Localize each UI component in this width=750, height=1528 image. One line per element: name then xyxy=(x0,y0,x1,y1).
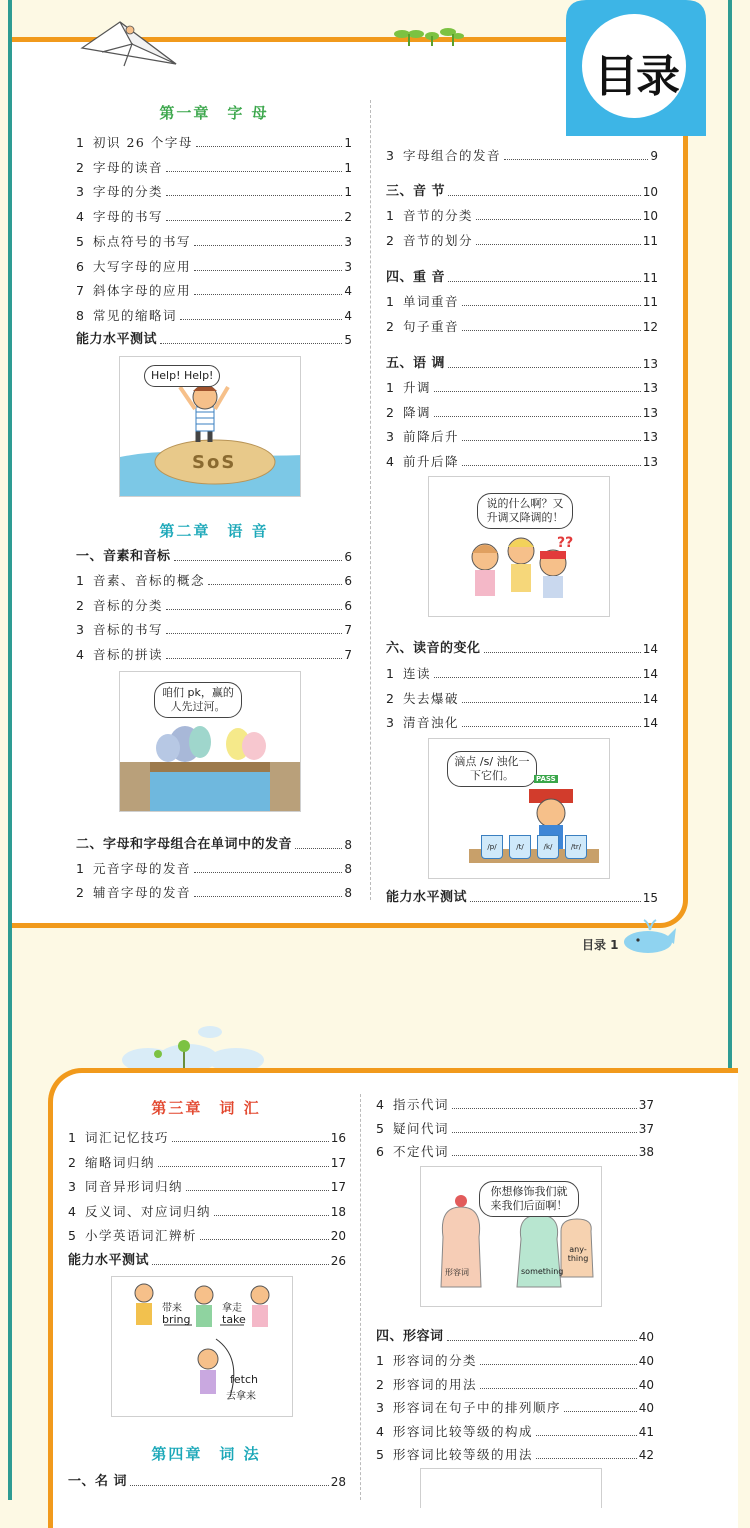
dot-leader xyxy=(186,1190,329,1191)
toc-entry-title: 词汇记忆技巧 xyxy=(85,1130,170,1145)
dot-leader xyxy=(448,281,641,282)
toc-entry-title: 形容词的分类 xyxy=(393,1353,478,1368)
dot-leader xyxy=(160,343,342,344)
toc-entry[interactable] xyxy=(76,857,352,877)
toc-entry-title: 同音异形词归纳 xyxy=(85,1179,184,1194)
toc-entry-title: 辅音字母的发音 xyxy=(93,885,192,901)
speech-bubble: 咱们 pk，赢的人先过河。 xyxy=(154,682,242,718)
illustration-bring-take xyxy=(111,1276,293,1417)
illustration-intonation xyxy=(428,476,610,617)
toc-entry[interactable] xyxy=(386,376,658,396)
toc-entry-title: 五、语 调 xyxy=(386,356,446,371)
fetch-label: fetch xyxy=(230,1373,258,1386)
toc-entry-page: 28 xyxy=(330,1475,346,1489)
toc-entry-title: 四、重 音 xyxy=(386,270,446,285)
toc-entry-title: 能力水平测试 xyxy=(386,890,468,905)
toc-entry[interactable] xyxy=(76,230,352,250)
toc-entry-number: 6 xyxy=(376,1144,384,1159)
toc-entry-number: 2 xyxy=(386,318,394,334)
dot-leader xyxy=(452,1108,637,1109)
toc-entry-section[interactable] xyxy=(376,1325,654,1345)
dot-leader xyxy=(434,677,641,678)
dot-leader xyxy=(130,1485,329,1486)
dot-leader xyxy=(152,1264,329,1265)
sound-cup: /tr/ xyxy=(565,835,587,859)
dot-leader xyxy=(166,658,342,659)
toc-entry-page: 20 xyxy=(330,1229,346,1243)
chapter-heading: 第四章 词 法 xyxy=(151,1445,261,1463)
dot-leader xyxy=(166,171,342,172)
toc-entry[interactable] xyxy=(376,1349,654,1369)
column-divider xyxy=(370,100,371,900)
dot-leader xyxy=(214,1215,329,1216)
page-title: 目录 xyxy=(594,51,678,102)
toc-entry-page: 13 xyxy=(642,381,658,395)
toc-entry-page: 16 xyxy=(330,1131,346,1145)
toc-entry-test[interactable] xyxy=(386,886,658,906)
dot-leader xyxy=(452,1155,637,1156)
dot-leader xyxy=(536,1435,637,1436)
toc-entry-title: 初识 26 个字母 xyxy=(93,135,193,150)
toc-entry-title: 大写字母的应用 xyxy=(93,258,192,274)
toc-entry-number: 1 xyxy=(76,135,84,150)
toc-entry-number: 2 xyxy=(76,885,84,901)
toc-entry-page: 4 xyxy=(344,284,352,299)
toc-entry-page: 17 xyxy=(330,1155,346,1170)
toc-entry[interactable] xyxy=(376,1443,654,1463)
illustration-partial xyxy=(420,1468,602,1508)
toc-entry[interactable] xyxy=(76,255,352,275)
toc-entry-number: 1 xyxy=(386,380,394,395)
dot-leader xyxy=(434,391,641,392)
dot-leader xyxy=(480,1388,637,1389)
toc-entry[interactable] xyxy=(68,1151,346,1171)
toc-entry[interactable] xyxy=(376,1093,654,1113)
toc-entry-number: 1 xyxy=(386,666,394,681)
toc-entry[interactable] xyxy=(76,279,352,299)
speech-bubble: 你想修饰我们就来我们后面啊！ xyxy=(479,1181,579,1217)
toc-entry-number: 4 xyxy=(76,209,84,225)
toc-entry-page: 10 xyxy=(642,185,658,199)
dot-leader xyxy=(172,1141,329,1142)
toc-entry[interactable] xyxy=(68,1126,346,1146)
toc-entry-title: 字母的读音 xyxy=(93,159,164,175)
dot-leader xyxy=(166,609,342,610)
toc-entry-number: 2 xyxy=(386,690,394,706)
toc-entry-page: 18 xyxy=(330,1204,346,1219)
toc-entry-number: 3 xyxy=(386,715,394,730)
sprout-icon xyxy=(392,24,464,48)
dot-leader xyxy=(194,245,342,246)
toc-entry-number: 5 xyxy=(76,233,84,249)
illustration-river xyxy=(119,671,301,812)
toc-entry-page: 8 xyxy=(344,838,352,852)
toc-entry-title: 降调 xyxy=(403,404,432,420)
toc-entry-section[interactable] xyxy=(76,545,352,565)
toc-entry-title: 形容词在句子中的排列顺序 xyxy=(393,1400,562,1415)
dot-leader xyxy=(200,1239,329,1240)
toc-entry-title: 三、音 节 xyxy=(386,184,446,199)
toc-entry-page: 8 xyxy=(344,886,352,901)
toc-entry-title: 音标的分类 xyxy=(93,597,164,613)
toc-entry-page: 6 xyxy=(344,598,352,613)
toc-entry[interactable] xyxy=(386,315,658,335)
toc-entry-page: 11 xyxy=(642,233,658,248)
toc-entry-page: 1 xyxy=(344,160,352,175)
toc-entry-title: 字母组合的发音 xyxy=(403,148,502,163)
toc-entry-number: 2 xyxy=(76,597,84,613)
toc-entry-title: 字母的书写 xyxy=(93,209,164,225)
dot-leader xyxy=(462,440,641,441)
toc-entry-page: 13 xyxy=(642,454,658,469)
toc-entry-page: 40 xyxy=(638,1330,654,1344)
toc-entry-title: 斜体字母的应用 xyxy=(93,283,192,299)
toc-entry-number: 3 xyxy=(68,1179,76,1194)
toc-entry[interactable] xyxy=(386,687,658,707)
toc-entry-section[interactable] xyxy=(386,637,658,657)
chapter-heading: 第一章 字 母 xyxy=(159,104,269,122)
bring-take-scene xyxy=(112,1277,293,1417)
toc-entry-number: 7 xyxy=(76,283,84,299)
toc-entry-page: 12 xyxy=(642,319,658,334)
dot-leader xyxy=(476,244,641,245)
toc-entry-title: 句子重音 xyxy=(403,318,460,334)
toc-entry-test[interactable] xyxy=(68,1249,346,1269)
dot-leader xyxy=(536,1458,637,1459)
toc-entry-page: 5 xyxy=(344,333,352,347)
toc-entry-title: 四、形容词 xyxy=(376,1329,444,1344)
toc-entry-section[interactable] xyxy=(386,180,658,200)
toc-entry-page: 14 xyxy=(642,642,658,656)
take-label: take xyxy=(222,1313,246,1326)
toc-entry-section[interactable] xyxy=(76,833,352,853)
toc-entry-page: 41 xyxy=(638,1424,654,1439)
toc-entry-title: 缩略词归纳 xyxy=(85,1154,156,1170)
toc-entry[interactable] xyxy=(76,643,352,663)
toc-entry-page: 11 xyxy=(642,271,658,285)
toc-entry-page: 26 xyxy=(330,1254,346,1268)
toc-entry-page: 13 xyxy=(642,430,658,444)
toc-entry[interactable] xyxy=(386,711,658,731)
toc-entry-page: 37 xyxy=(638,1098,654,1112)
dot-leader xyxy=(484,652,641,653)
toc-entry[interactable] xyxy=(386,662,658,682)
toc-entry-title: 字母的分类 xyxy=(93,184,164,200)
toc-entry-section[interactable] xyxy=(386,266,658,286)
toc-entry-number: 4 xyxy=(376,1423,384,1439)
toc-entry-number: 2 xyxy=(376,1376,384,1392)
toc-entry-number: 3 xyxy=(386,148,394,163)
toc-entry[interactable] xyxy=(68,1175,346,1195)
toc-entry-page: 13 xyxy=(642,357,658,371)
dot-leader xyxy=(447,1340,637,1341)
toc-entry-title: 形容词比较等级的用法 xyxy=(393,1447,534,1462)
toc-entry-title: 二、字母和字母组合在单词中的发音 xyxy=(76,837,293,852)
toc-entry-title: 元音字母的发音 xyxy=(93,861,192,876)
toc-entry-title: 形容词的用法 xyxy=(393,1376,478,1392)
toc-entry-number: 2 xyxy=(386,232,394,248)
toc-entry-number: 1 xyxy=(68,1130,76,1145)
toc-entry-title: 前升后降 xyxy=(403,453,460,469)
toc-entry-page: 14 xyxy=(642,716,658,730)
dot-leader xyxy=(166,633,342,634)
toc-entry-page: 38 xyxy=(638,1145,654,1159)
toc-entry-number: 4 xyxy=(376,1097,384,1112)
dot-leader xyxy=(180,319,342,320)
dot-leader xyxy=(452,1132,637,1133)
toc-entry[interactable] xyxy=(76,569,352,589)
toc-entry[interactable] xyxy=(68,1200,346,1220)
toc-entry-title: 形容词比较等级的构成 xyxy=(393,1423,534,1439)
speech-bubble: 滴点 /s/ 浊化一下它们。 xyxy=(447,751,537,787)
toc-entry-title: 一、音素和音标 xyxy=(76,549,171,564)
toc-entry-number: 4 xyxy=(68,1203,76,1219)
toc-entry-title: 一、名 词 xyxy=(68,1474,128,1489)
toc-entry-number: 5 xyxy=(68,1228,76,1243)
toc-entry[interactable] xyxy=(386,144,658,164)
illustration-adjectives xyxy=(420,1166,602,1307)
toc-entry-title: 音标的拼读 xyxy=(93,647,164,663)
toc-entry-page: 40 xyxy=(638,1377,654,1392)
toc-entry-title: 清音浊化 xyxy=(403,715,460,730)
toc-entry-number: 2 xyxy=(76,159,84,175)
toc-entry-title: 标点符号的书写 xyxy=(93,233,192,249)
illustration-island xyxy=(119,356,301,497)
fetch-cn-label: 去拿来 xyxy=(226,1391,256,1402)
dot-leader xyxy=(462,702,641,703)
whale-icon xyxy=(622,918,678,954)
toc-entry-page: 1 xyxy=(344,185,352,200)
toc-entry[interactable] xyxy=(386,204,658,224)
dot-leader xyxy=(448,195,641,196)
toc-entry[interactable] xyxy=(386,401,658,421)
column-divider xyxy=(360,1094,361,1500)
toc-entry-page: 6 xyxy=(344,574,352,588)
dot-leader xyxy=(480,1364,637,1365)
toc-entry[interactable] xyxy=(386,290,658,310)
toc-entry-title: 疑问代词 xyxy=(393,1120,450,1136)
toc-entry-title: 升调 xyxy=(403,380,432,395)
take-cn-label: 拿走 xyxy=(222,1303,242,1314)
toc-entry-title: 能力水平测试 xyxy=(68,1253,150,1268)
toc-entry-number: 1 xyxy=(386,208,394,223)
speech-bubble: Help! Help! xyxy=(144,365,220,387)
dot-leader xyxy=(462,330,641,331)
toc-entry[interactable] xyxy=(76,304,352,324)
dot-leader xyxy=(434,416,641,417)
toc-entry-number: 5 xyxy=(376,1447,384,1462)
toc-entry-title: 能力水平测试 xyxy=(76,332,158,347)
toc-entry-page: 4 xyxy=(344,308,352,323)
toc-entry-title: 音标的书写 xyxy=(93,622,164,638)
toc-entry[interactable] xyxy=(386,425,658,445)
chapter-heading: 第二章 语 音 xyxy=(159,522,269,540)
toc-entry-page: 11 xyxy=(642,295,658,309)
dot-leader xyxy=(194,294,342,295)
toc-entry-title: 音节的分类 xyxy=(403,208,474,223)
toc-entry-test[interactable] xyxy=(76,328,352,348)
toc-entry-page: 6 xyxy=(344,550,352,564)
dot-leader xyxy=(504,159,648,160)
dot-leader xyxy=(196,146,343,147)
bring-cn-label: 带来 xyxy=(162,1303,182,1314)
toc-entry[interactable] xyxy=(76,156,352,176)
toc-entry-page: 3 xyxy=(344,259,352,274)
toc-entry[interactable] xyxy=(76,594,352,614)
toc-entry-number: 3 xyxy=(376,1400,384,1415)
toc-entry-number: 2 xyxy=(386,404,394,420)
toc-entry[interactable] xyxy=(376,1396,654,1416)
toc-entry-page: 3 xyxy=(344,234,352,249)
toc-entry-page: 15 xyxy=(642,891,658,905)
toc-entry-number: 1 xyxy=(376,1353,384,1368)
toc-entry-number: 2 xyxy=(68,1154,76,1170)
toc-entry-title: 单词重音 xyxy=(403,294,460,309)
adjective-label: 形容词 xyxy=(445,1268,469,1277)
svg-text:??: ?? xyxy=(557,535,574,551)
toc-entry[interactable] xyxy=(76,205,352,225)
toc-entry-page: 42 xyxy=(638,1448,654,1462)
dot-leader xyxy=(194,896,342,897)
toc-entry-title: 音素、音标的概念 xyxy=(93,573,206,588)
toc-entry-number: 5 xyxy=(376,1120,384,1136)
toc-entry[interactable] xyxy=(76,131,352,151)
toc-entry-section[interactable] xyxy=(68,1470,346,1490)
sound-cup: /t/ xyxy=(509,835,531,859)
toc-entry-title: 音节的划分 xyxy=(403,232,474,248)
toc-entry-number: 1 xyxy=(386,294,394,309)
toc-entry[interactable] xyxy=(76,180,352,200)
dot-leader xyxy=(462,726,641,727)
toc-entry-number: 8 xyxy=(76,307,84,323)
dot-leader xyxy=(564,1411,637,1412)
page-footer: 目录 1 xyxy=(582,938,619,952)
dot-leader xyxy=(462,465,641,466)
toc-entry-title: 六、读音的变化 xyxy=(386,641,481,656)
toc-entry-page: 14 xyxy=(642,691,658,706)
dot-leader xyxy=(470,901,641,902)
toc-entry[interactable] xyxy=(76,618,352,638)
toc-entry-title: 小学英语词汇辨析 xyxy=(85,1228,198,1243)
toc-entry-page: 10 xyxy=(642,209,658,223)
toc-entry-page: 8 xyxy=(344,862,352,876)
toc-entry-page: 1 xyxy=(344,136,352,150)
toc-entry[interactable] xyxy=(376,1140,654,1160)
something-label: something xyxy=(521,1267,564,1276)
dot-leader xyxy=(295,848,342,849)
dot-leader xyxy=(476,219,641,220)
sound-cup: /p/ xyxy=(481,835,503,859)
toc-entry[interactable] xyxy=(376,1117,654,1137)
bring-label: bring xyxy=(162,1313,191,1326)
toc-title-badge xyxy=(566,0,706,136)
clouds-icon xyxy=(118,1022,268,1072)
toc-entry[interactable] xyxy=(376,1373,654,1393)
toc-entry[interactable] xyxy=(68,1224,346,1244)
toc-entry-page: 14 xyxy=(642,667,658,681)
toc-entry-number: 6 xyxy=(76,258,84,274)
toc-entry-title: 不定代词 xyxy=(393,1144,450,1159)
speech-bubble: 说的什么啊？又升调又降调的！ xyxy=(477,493,573,529)
toc-entry-title: 常见的缩略词 xyxy=(93,307,178,323)
dot-leader xyxy=(194,872,342,873)
toc-entry-page: 40 xyxy=(638,1354,654,1368)
illustration-voicing xyxy=(428,738,610,879)
dot-leader xyxy=(208,584,342,585)
chapter-heading: 第三章 词 汇 xyxy=(151,1099,261,1117)
toc-entry-page: 7 xyxy=(344,623,352,638)
toc-entry-section[interactable] xyxy=(386,352,658,372)
toc-entry[interactable] xyxy=(386,450,658,470)
sound-cup: /k/ xyxy=(537,835,559,859)
toc-entry-number: 1 xyxy=(76,573,84,588)
hat-label: PASS xyxy=(536,775,556,783)
toc-entry-number: 1 xyxy=(76,861,84,876)
toc-entry-title: 失去爆破 xyxy=(403,690,460,706)
toc-entry-title: 指示代词 xyxy=(393,1097,450,1112)
toc-entry-page: 40 xyxy=(638,1401,654,1415)
toc-entry-title: 反义词、对应词归纳 xyxy=(85,1203,212,1219)
toc-entry-page: 37 xyxy=(638,1121,654,1136)
dot-leader xyxy=(166,220,342,221)
anything-label: any-thing xyxy=(567,1245,589,1263)
paper-plane-icon xyxy=(80,18,180,70)
toc-entry[interactable] xyxy=(386,229,658,249)
toc-entry-number: 3 xyxy=(386,429,394,444)
sand-text: SoS xyxy=(192,452,237,473)
toc-entry-page: 17 xyxy=(330,1180,346,1194)
dot-leader xyxy=(194,270,342,271)
dot-leader xyxy=(448,367,641,368)
toc-entry-number: 4 xyxy=(76,647,84,663)
dot-leader xyxy=(166,195,342,196)
toc-entry[interactable] xyxy=(376,1420,654,1440)
toc-entry-title: 前降后升 xyxy=(403,429,460,444)
toc-entry-title: 连读 xyxy=(403,666,432,681)
toc-entry-page: 13 xyxy=(642,405,658,420)
toc-entry-number: 3 xyxy=(76,622,84,638)
toc-entry-number: 3 xyxy=(76,184,84,200)
toc-entry-number: 4 xyxy=(386,453,394,469)
toc-entry[interactable] xyxy=(76,881,352,901)
toc-entry-page: 2 xyxy=(344,210,352,225)
dot-leader xyxy=(174,560,343,561)
toc-entry-page: 7 xyxy=(344,648,352,663)
dot-leader xyxy=(158,1166,329,1167)
dot-leader xyxy=(462,305,641,306)
toc-entry-page: 9 xyxy=(650,149,658,163)
